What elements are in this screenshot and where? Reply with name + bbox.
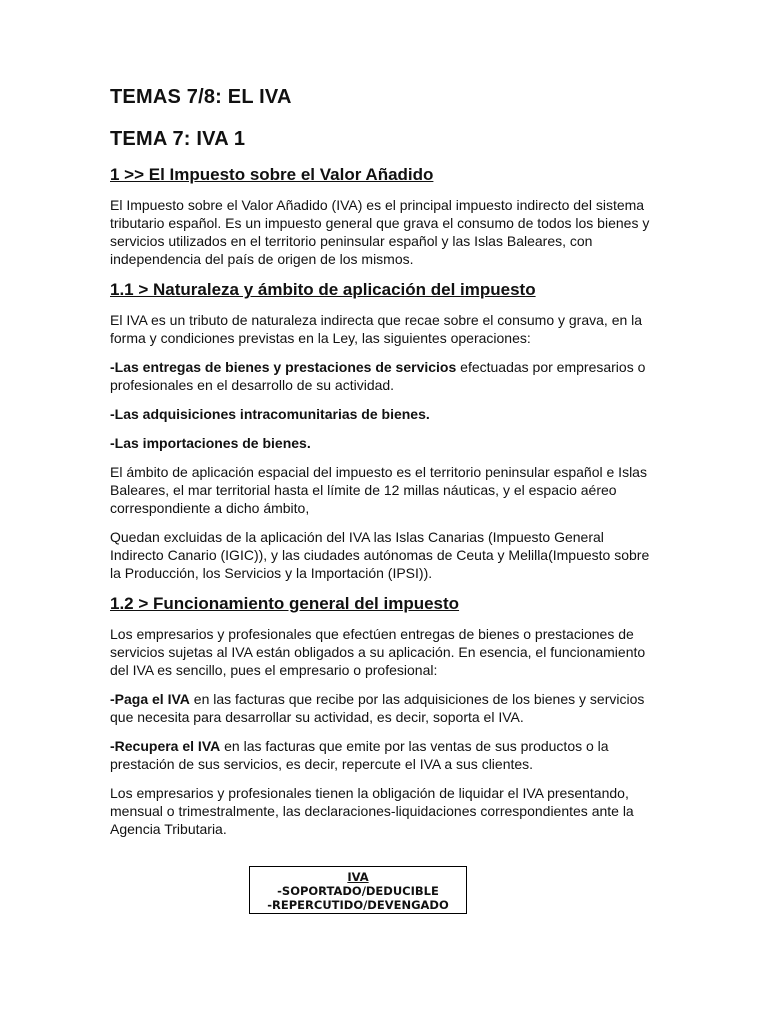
section-1-2-heading: 1.2 > Funcionamiento general del impuesto [110,594,460,614]
document-title: TEMAS 7/8: EL IVA [110,86,292,108]
operation-item-1-bold: -Las entregas de bienes y prestaciones de servicios [110,359,457,376]
operation-item-3-bold: -Las importaciones de bienes. [110,435,311,452]
section-1-1-heading: 1.1 > Naturaleza y ámbito de aplicación del impuesto [110,280,536,300]
topic-title: TEMA 7: IVA 1 [110,128,246,150]
function-item-1 [110,690,658,726]
iva-box-line-2: -REPERCUTIDO/DEVENGADO [267,898,449,912]
section-1-paragraph: El Impuesto sobre el Valor Añadido (IVA) es el principal impuesto indirecto del sistema tributario español. Es un impuesto general que grava el consumo de todos los bienes y servicios utilizados en el territorio peninsular español y las Islas Baleares, con independencia del país de origen de los mismos. [110,197,650,268]
operation-item-1 [110,358,658,394]
operation-item-2 [110,405,658,423]
function-item-2-text: en las facturas que emite por las ventas de sus productos o la prestación de sus servicios, es decir, repercute el IVA a sus clientes. [110,738,609,773]
operation-item-3 [110,434,658,452]
operation-item-1-text: efectuadas por empresarios o profesionales en el desarrollo de su actividad. [110,359,646,394]
section-1-1-intro: El IVA es un tributo de naturaleza indirecta que recae sobre el consumo y grava, en la forma y condiciones previstas en la Ley, las siguientes operaciones: [110,312,643,347]
function-item-2 [110,737,658,773]
iva-box-title: IVA [347,870,369,884]
function-item-1-bold: -Paga el IVA [110,691,190,708]
function-item-2-bold: -Recupera el IVA [110,738,221,755]
section-1-1-scope: El ámbito de aplicación espacial del impuesto es el territorio peninsular español e Islas Baleares, el mar territorial hasta el límite de 12 millas náuticas, y el espacio aéreo correspondiente a dicho ámbito, [110,464,647,517]
function-item-1-text: en las facturas que recibe por las adquisiciones de los bienes y servicios que necesita para desarrollar su actividad, es decir, soporta el IVA. [110,691,645,726]
section-1-heading: 1 >> El Impuesto sobre el Valor Añadido [110,165,434,184]
iva-summary-box [249,866,467,914]
section-1-2-closing: Los empresarios y profesionales tienen la obligación de liquidar el IVA presentando, mensual o trimestralmente, las declaraciones-liquidaciones correspondientes ante la Agencia Tributaria. [110,785,634,838]
section-1-2-intro: Los empresarios y profesionales que efectúen entregas de bienes o prestaciones de servicios sujetas al IVA están obligados a su aplicación. En esencia, el funcionamiento del IVA es sencillo, pues el empresario o profesional: [110,626,646,679]
operation-item-2-bold: -Las adquisiciones intracomunitarias de bienes. [110,406,430,423]
iva-box-line-1: -SOPORTADO/DEDUCIBLE [277,884,439,898]
section-1-1-exclusions: Quedan excluidas de la aplicación del IVA las Islas Canarias (Impuesto General Indirecto Canario (IGIC)), y las ciudades autónomas de Ceuta y Melilla(Impuesto sobre la Producción, los Servicios y la Importación (IPSI)). [110,529,650,582]
document-content [110,84,658,849]
